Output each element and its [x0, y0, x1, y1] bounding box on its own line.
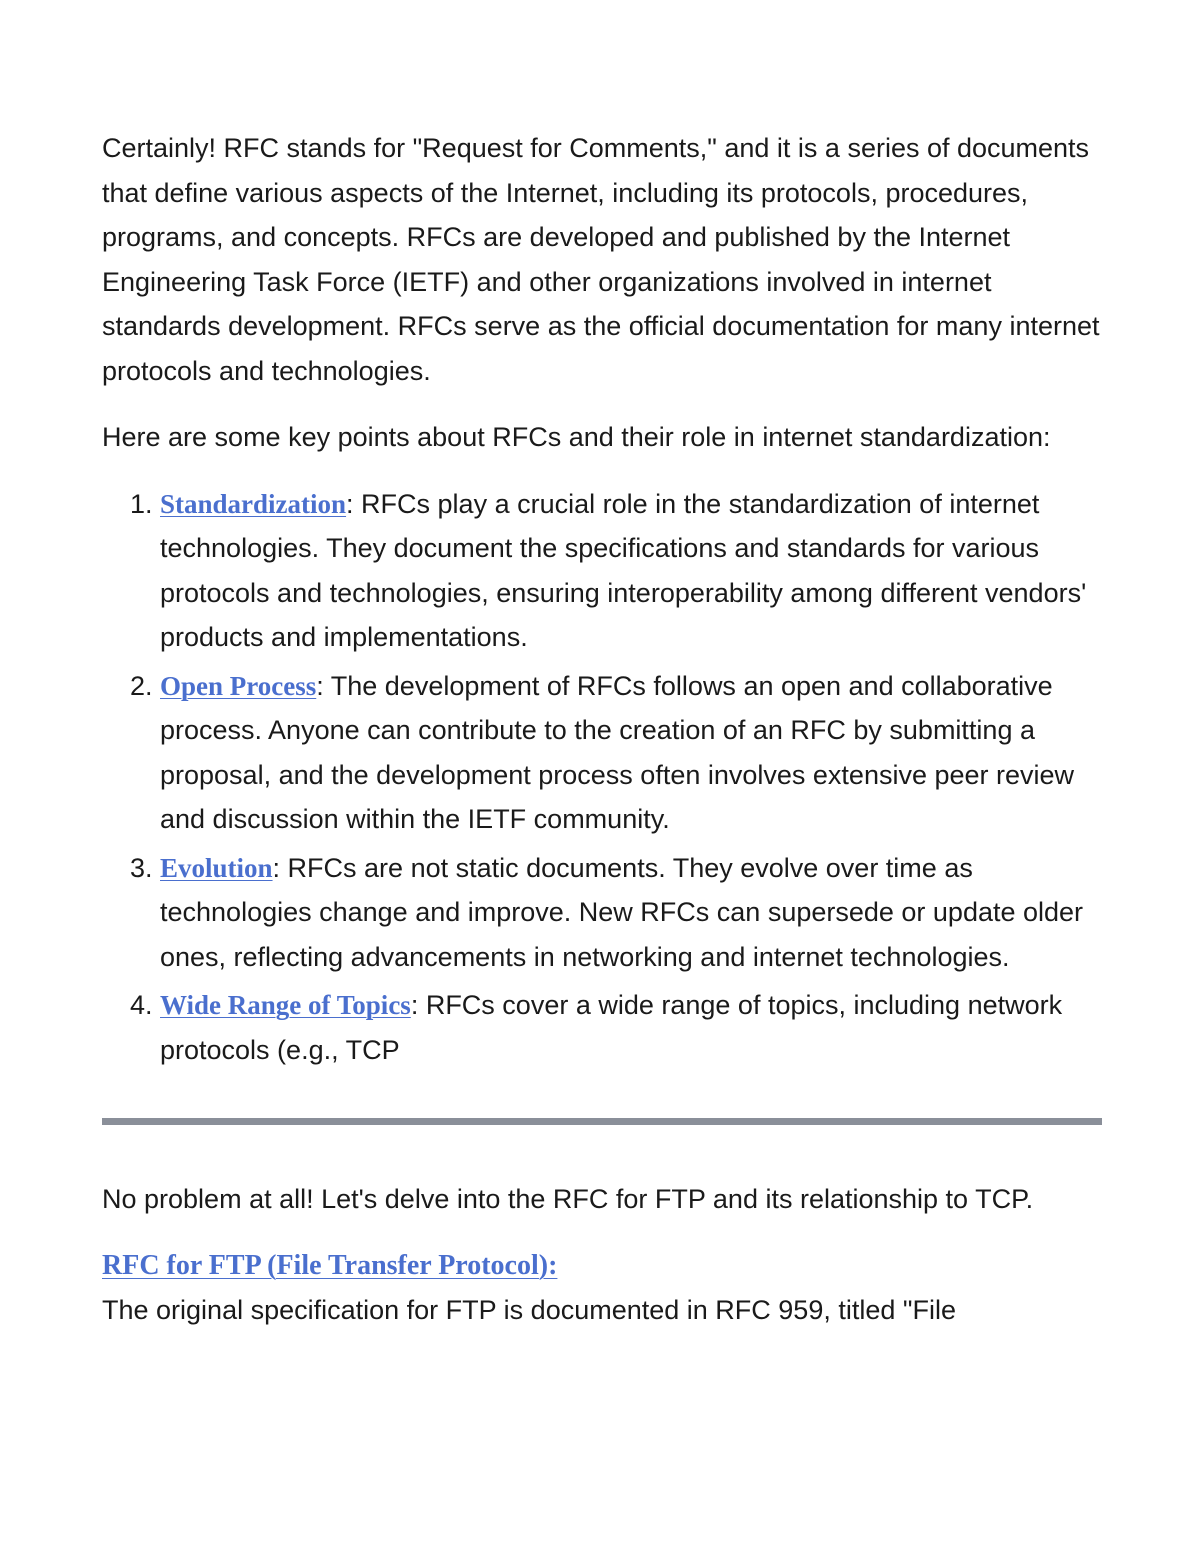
- intro-paragraph: Certainly! RFC stands for "Request for Comments," and it is a series of documents that define various aspects of the Internet, including its protocols, procedures, programs, and concepts. RFCs are developed and published by the Internet Engineering Task Force (IETF) and other organizations involved in internet standards development. RFCs serve as the official documentation for many internet protocols and technologies.: [102, 133, 1100, 386]
- list-item: [160, 983, 1102, 1072]
- list-item: [160, 846, 1102, 980]
- ftp-heading-link[interactable]: RFC for FTP (File Transfer Protocol):: [102, 1249, 558, 1281]
- ftp-paragraph: The original specification for FTP is documented in RFC 959, titled "File: [102, 1294, 956, 1325]
- list-item-text: : RFCs cover a wide range of topics, including network protocols (e.g., TCP: [160, 990, 1063, 1065]
- term-link[interactable]: Standardization: [160, 488, 347, 519]
- lead-paragraph: Here are some key points about RFCs and their role in internet standardization:: [102, 422, 1051, 452]
- term-link[interactable]: Evolution: [160, 852, 273, 883]
- term-link[interactable]: Open Process: [160, 670, 317, 701]
- term-link[interactable]: Wide Range of Topics: [160, 990, 411, 1020]
- section-divider: [102, 1118, 1102, 1125]
- followup-paragraph: No problem at all! Let's delve into the RFC for FTP and its relationship to TCP.: [102, 1184, 1034, 1214]
- list-item-text: : RFCs play a crucial role in the standardization of internet technologies. They document the specifications and standards for various protocols and technologies, ensuring interoperability among different vendors' products and implementations.: [160, 488, 1087, 652]
- list-item: [160, 664, 1102, 842]
- list-item: [160, 482, 1102, 660]
- list-item-text: : The development of RFCs follows an open and collaborative process. Anyone can contribute to the creation of an RFC by submitting a proposal, and the development process often involves extensive peer review and discussion within the IETF community.: [160, 670, 1075, 834]
- document-page: [102, 126, 1102, 1332]
- key-points-list: [102, 482, 1102, 1073]
- list-item-text: : RFCs are not static documents. They evolve over time as technologies change and improve. New RFCs can supersede or update older ones, reflecting advancements in networking and internet technologies.: [160, 852, 1084, 972]
